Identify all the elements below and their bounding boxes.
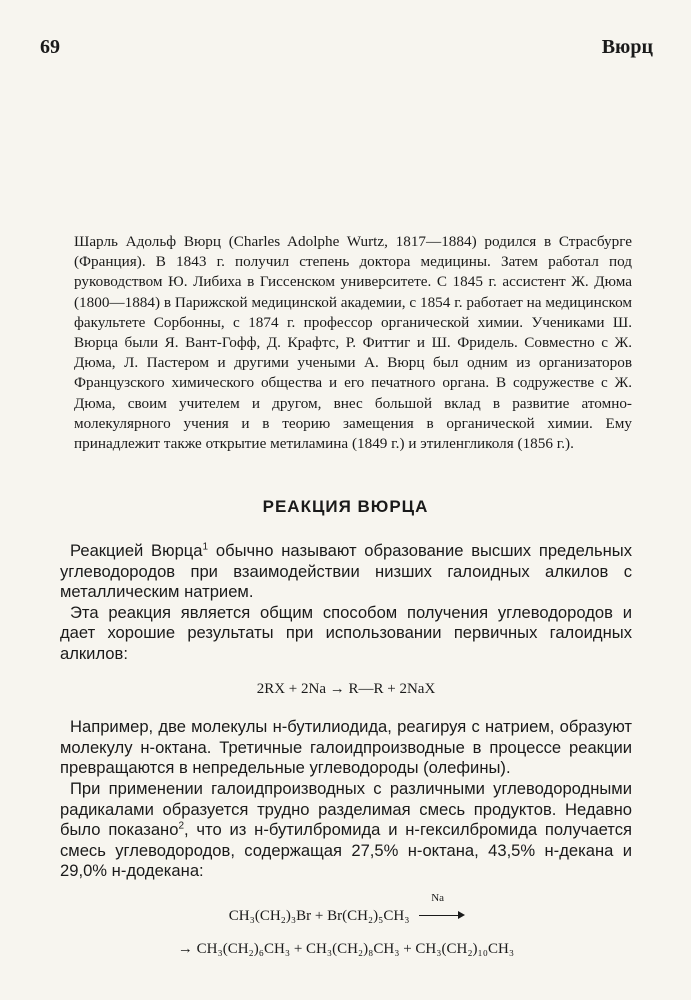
- equation-products: → CH₃(CH₂)₆CH₃ + CH₃(CH₂)₈CH₃ + CH₃(CH₂)₁₀CH₃: [177, 940, 515, 957]
- equation-reactants: CH₃(CH₂)₃Br + Br(CH₂)₅CH₃: [228, 907, 410, 924]
- biography-paragraph: Шарль Адольф Вюрц (Charles Adolphe Wurtz, 1817—1884) родился в Страсбурге (Франция). В 1843 г. получил степень доктора медицины. Затем работал под руководством Ю. Либиха в Гиссенском университете. С 1845 г. ассистент Ж. Дюма (1800—1884) в Парижской медицинской академии, с 1854 г. работает на медицинском факультете Сорбонны, с 1874 г. профессор органической химии. Учениками Ш. Вюрца были Я. Вант-Гофф, Д. Крафтс, Р. Фиттиг и Ш. Фридель. Совместно с Ж. Дюма, Л. Пастером и другими учеными А. Вюрц был одним из организаторов Французского химического общества и его печатного органа. В содружестве с Ж. Дюма, своим учителем и другом, внес большой вклад в развитие атомно-молекулярного учения и в теорию замещения в органической химии. Ему принадлежит также открытие метиламина (1849 г.) и этиленгликоля (1856 г.).: [74, 233, 632, 453]
- footnote-ref-2: 2: [178, 820, 184, 832]
- reaction-arrow-icon: [419, 915, 463, 916]
- reaction-equation-general: 2RX + 2Na → R—R + 2NaX: [256, 680, 436, 697]
- main-text: [60, 541, 632, 959]
- running-head: Вюрц: [601, 36, 653, 58]
- equation-reactants-line: [60, 892, 632, 927]
- paragraph-mixed-halides: [60, 779, 632, 882]
- catalyst-label: Na: [431, 892, 445, 905]
- arrow-with-catalyst: [417, 892, 463, 927]
- reaction-equation-mixed: [60, 892, 632, 959]
- section-title: РЕАКЦИЯ ВЮРЦА: [262, 497, 429, 516]
- paragraph-mixed-halides-start: При применении галоидпроизводных с различными углеводородными радикалами образуется трудно разделимая смесь продуктов. Недавно было показано: [60, 778, 632, 840]
- paragraph-mixed-halides-rest: , что из н-бутилбромида и н-гексилбромида получается смесь углеводородов, содержащая 27,5% н-октана, 43,5% н-декана и 29,0% н-додекана:: [60, 820, 632, 881]
- paragraph-definition-rest: обычно называют образование высших предельных углеводородов при взаимодействии низших галоидных алкилов с металлическим натрием.: [60, 541, 632, 602]
- paragraph-definition-start: Реакцией Вюрца: [70, 541, 203, 560]
- paragraph-definition: [60, 541, 632, 603]
- page-number: 69: [40, 36, 60, 58]
- paragraph-general-method: Эта реакция является общим способом получения углеводородов и дает хорошие результаты при использовании первичных галоидных алкилов:: [60, 602, 632, 663]
- footnote-ref-1: 1: [202, 541, 209, 553]
- paragraph-example: Например, две молекулы н-бутилиодида, реагируя с натрием, образуют молекулу н-октана. Третичные галоидпроизводные в процессе реакции превращаются в непредельные углеводороды (олефины).: [60, 717, 632, 778]
